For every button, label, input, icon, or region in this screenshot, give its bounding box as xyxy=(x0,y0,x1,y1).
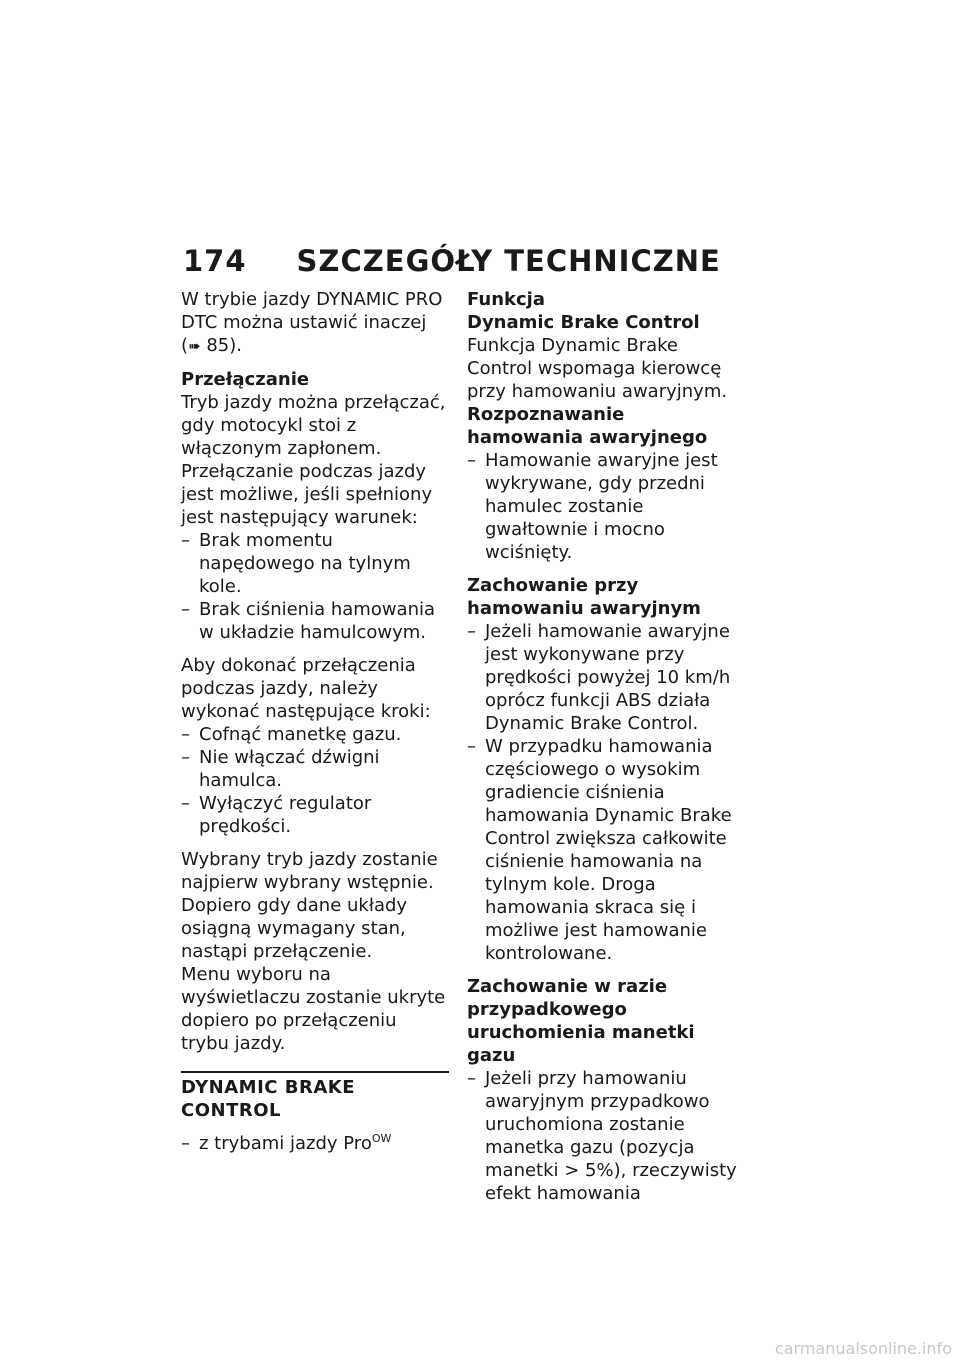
switching-heading: Przełączanie xyxy=(181,369,310,390)
intro-ref-page: 85). xyxy=(200,335,242,356)
dbc-item-text: z trybami jazdy Pro xyxy=(199,1133,372,1154)
menu-text: Menu wyboru na wyświetlaczu zostanie ukryte dopiero po przełączeniu trybu jazdy. xyxy=(181,964,446,1054)
detect-list xyxy=(467,449,739,564)
switching-text: Tryb jazdy można przełączać, gdy motocykl stoi z włączonym zapłonem. Przełączanie podczas jazdy jest możliwe, jeśli spełniony jest następujący warunek: xyxy=(181,392,446,528)
steps-intro: Aby dokonać przełączenia podczas jazdy, należy wykonać następujące kroki: xyxy=(181,655,431,722)
section-title: SZCZEGÓŁY TECHNICZNE xyxy=(296,244,721,278)
list-item: – Brak momentu napędowego na tylnym kole. xyxy=(181,529,449,598)
steps-list xyxy=(181,723,449,838)
list-item: – W przypadku hamowania częściowego o wysokim gradiencie ciśnienia hamowania Dynamic Brake Control zwiększa całkowite ciśnienie hamowania na tylnym kole. Droga hamowania skraca się i możliwe jest hamowanie kontrolowane. xyxy=(467,735,739,965)
intro-text: W trybie jazdy DYNAMIC PRO DTC można ustawić inaczej xyxy=(181,289,443,333)
intro-paragraph xyxy=(181,288,449,358)
behavior-list xyxy=(467,620,739,965)
function-text: Funkcja Dynamic Brake Control wspomaga kierowcę przy hamowaniu awaryjnym. xyxy=(467,335,728,402)
function-heading: Funkcja xyxy=(467,289,545,310)
detect-heading: Rozpoznawanie hamowania awaryjnego xyxy=(467,404,708,448)
intro-ref-open: ( xyxy=(181,335,189,356)
left-column xyxy=(181,288,449,1155)
list-item: – Hamowanie awaryjne jest wykrywane, gdy przedni hamulec zostanie gwałtownie i mocno wciśnięty. xyxy=(467,449,739,564)
list-item: – Brak ciśnienia hamowania w układzie hamulcowym. xyxy=(181,598,449,644)
page-number: 174 xyxy=(183,244,247,278)
list-item xyxy=(181,1132,449,1155)
right-column xyxy=(467,288,739,1205)
site-watermark: carmanualsonline.info xyxy=(774,1339,952,1358)
page-header xyxy=(183,244,721,278)
conditions-list xyxy=(181,529,449,644)
dbc-list xyxy=(181,1132,449,1155)
preselect-text: Wybrany tryb jazdy zostanie najpierw wybrany wstępnie. Dopiero gdy dane układy osiągną wymagany stan, nastąpi przełączenie. xyxy=(181,849,438,962)
throttle-heading: Zachowanie w razie przypadkowego uruchomienia manetki gazu xyxy=(467,976,695,1066)
list-item: – Cofnąć manetkę gazu. xyxy=(181,723,449,746)
page-reference-arrow-icon: ➠ xyxy=(188,337,201,355)
option-code: OW xyxy=(371,1132,392,1145)
list-item: – Jeżeli hamowanie awaryjne jest wykonywane przy prędkości powyżej 10 km/h oprócz funkcji ABS działa Dynamic Brake Control. xyxy=(467,620,739,735)
section-divider xyxy=(181,1071,449,1073)
list-item: – Nie włączać dźwigni hamulca. xyxy=(181,746,449,792)
list-item: – Jeżeli przy hamowaniu awaryjnym przypadkowo uruchomiona zostanie manetka gazu (pozycja manetki > 5%), rzeczywisty efekt hamowania xyxy=(467,1067,739,1205)
function-subheading: Dynamic Brake Control xyxy=(467,312,700,333)
behavior-heading: Zachowanie przy hamowaniu awaryjnym xyxy=(467,575,701,619)
dbc-heading: DYNAMIC BRAKE CONTROL xyxy=(181,1077,356,1121)
throttle-list xyxy=(467,1067,739,1205)
list-item: – Wyłączyć regulator prędkości. xyxy=(181,792,449,838)
